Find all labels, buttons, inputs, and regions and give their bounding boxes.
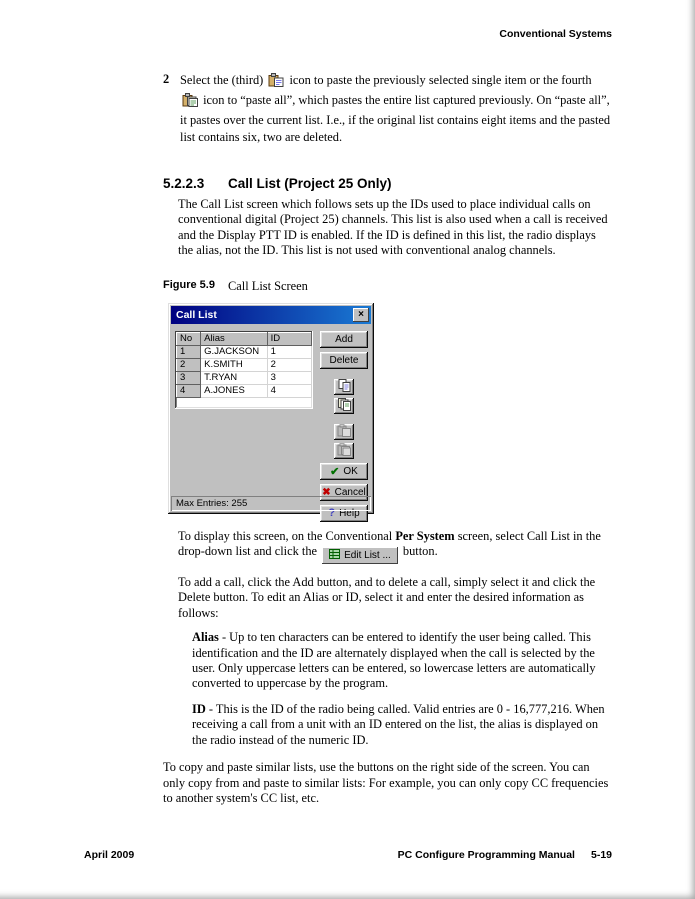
alias-cell[interactable]: K.SMITH [201,358,267,371]
bold-term: Per System [395,528,455,543]
step-text [180,72,612,146]
edit-list-icon [329,549,340,562]
footer-right-group [398,849,612,861]
table-header-row [177,332,312,345]
definition-text: - This is the ID of the radio being called. Valid entries are 0 - 16,777,216. When receiving a call from a unit with an ID entered on the list, the alias is displayed on the radio instead of the numeric ID. [192,701,605,747]
definition-term: ID [192,701,206,716]
id-definition-paragraph [192,702,612,748]
copy-icon [338,379,351,395]
paste-button[interactable] [334,424,354,440]
dialog-action-buttons [320,459,368,522]
footer-date: April 2009 [84,849,135,861]
call-list-table [176,332,312,398]
paste-all-icon [182,93,198,112]
call-list-table-wrap [175,331,313,409]
id-cell[interactable]: 1 [267,345,311,358]
step-number: 2 [163,72,170,86]
row-number-cell: 4 [177,384,201,397]
alias-cell[interactable]: G.JACKSON [201,345,267,358]
ok-button[interactable] [320,463,368,480]
column-header-id: ID [267,332,311,345]
dialog-button-column [320,331,368,520]
text-segment: icon to paste the previously selected single item or the fourth [286,73,592,87]
text-segment: button. [399,544,438,559]
edit-list-button-image [322,547,398,564]
dialog-title: Call List [176,308,217,321]
add-button[interactable] [320,331,368,348]
footer-page-number: 5-19 [590,849,612,861]
delete-button[interactable] [320,352,368,369]
copy-paste-paragraph: To copy and paste similar lists, use the buttons on the right side of the screen. You can only copy from and paste to similar lists: For example, you can only copy CC frequencies to another system's CC list, etc. [163,760,609,805]
figure-label: Figure 5.9 [163,278,215,291]
paste-icon [337,424,351,440]
alias-definition-paragraph [192,630,612,692]
table-row[interactable] [177,345,312,358]
paste-all-button[interactable] [334,443,354,459]
copy-button[interactable] [334,379,354,395]
alias-cell[interactable]: A.JONES [201,384,267,397]
alias-cell[interactable]: T.RYAN [201,371,267,384]
column-header-alias: Alias [201,332,267,345]
check-icon: ✔ [330,465,340,478]
header-section-title: Conventional Systems [499,28,612,40]
table-row[interactable] [177,384,312,397]
copy-all-icon [338,398,351,414]
cancel-button-label: Cancel [334,486,366,498]
ok-button-label: OK [343,465,358,477]
section-body-paragraph: The Call List screen which follows sets up the IDs used to place individual calls on conventional digital (Project 25) channels. This list is also used when a call is received and the Display PTT ID is enabled. If the ID is defined in this list, the radio displays the alias, not the ID. This list is not used with conventional analog channels. [178,197,608,258]
paste-all-icon [337,443,351,459]
step-item-2 [163,72,612,146]
display-paragraph [178,529,612,564]
definition-text: - Up to ten characters can be entered to identify the user being called. This identification and the ID are alternately displayed when the call is selected by the user. Only uppercase letters can be entered, so lowercase letters are automatically converted to uppercase by the program. [192,630,596,691]
id-cell[interactable]: 4 [267,384,311,397]
text-segment: icon to “paste all”, which pastes the entire list captured previously. On “paste all”, it pastes over the current list. I.e., if the original list contains eight items and the pasted list contains six, two are deleted. [180,93,611,144]
text-segment: screen, select Call List in the drop-down list and click the [178,528,601,559]
copy-all-button[interactable] [334,398,354,414]
figure-caption [163,279,612,294]
add-button-label: Add [335,333,353,345]
section-number: 5.2.2.3 [163,176,205,191]
figure-title: Call List Screen [228,278,308,293]
delete-button-label: Delete [329,354,359,366]
footer-manual-title: PC Configure Programming Manual [397,849,575,861]
x-icon: ✖ [322,486,331,498]
text-segment: Select the (third) [180,73,267,87]
dialog-titlebar [171,306,371,324]
text-segment: To display this screen, on the Conventional [178,528,396,543]
row-number-cell: 2 [177,358,201,371]
page-header [499,28,612,40]
help-button-label: Help [339,507,360,519]
id-cell[interactable]: 2 [267,358,311,371]
column-header-no: No [177,332,201,345]
table-row[interactable] [177,358,312,371]
max-entries-label: Max Entries: 255 [176,497,248,509]
section-heading [163,176,612,191]
page-content [163,72,612,806]
page-footer [84,849,612,861]
section-title: Call List (Project 25 Only) [228,176,392,191]
edit-list-button-label: Edit List ... [344,550,391,562]
call-list-dialog [168,303,374,520]
row-number-cell: 1 [177,345,201,358]
close-icon[interactable]: × [353,308,369,322]
definition-term: Alias [192,630,219,645]
dialog-status-bar [171,496,371,511]
add-delete-paragraph: To add a call, click the Add button, and to delete a call, simply select it and click the Delete button. To edit an Alias or ID, select it and enter the desired information as follows: [178,575,596,620]
table-row[interactable] [177,371,312,384]
question-mark-icon: ? [328,507,336,520]
id-cell[interactable]: 3 [267,371,311,384]
row-number-cell: 3 [177,371,201,384]
paste-icon [268,73,284,92]
